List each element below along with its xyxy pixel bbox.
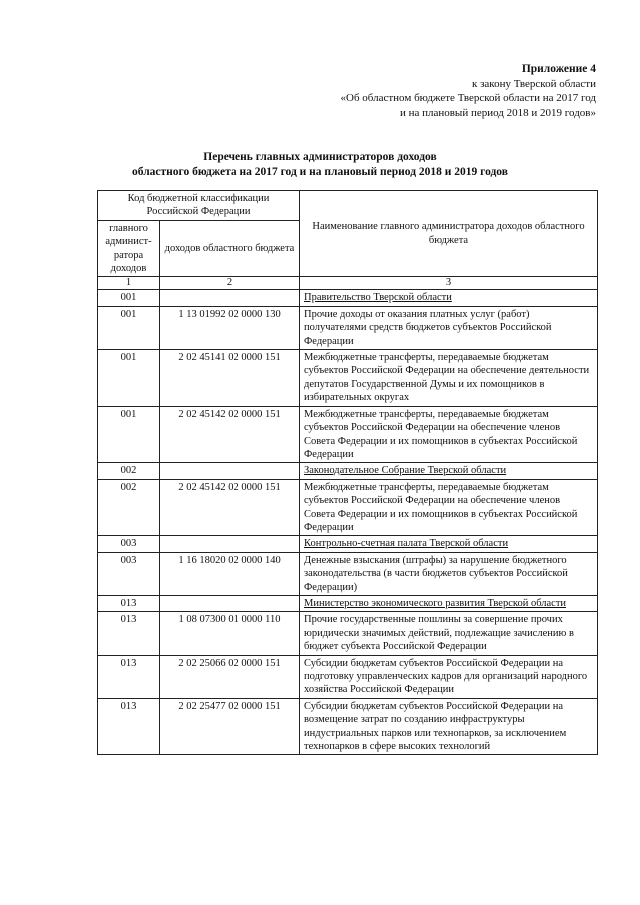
admin-code-cell: 013 <box>98 698 160 755</box>
annex-line-1: к закону Тверской области <box>471 77 596 90</box>
administrator-name-cell: Министерство экономического развития Тверской области <box>300 595 598 611</box>
income-code-cell: 2 02 45141 02 0000 151 <box>160 350 300 407</box>
admin-code-cell: 001 <box>98 290 160 306</box>
header-income-column: доходов областного бюджета <box>160 220 300 277</box>
admin-code-cell: 013 <box>98 595 160 611</box>
table-row <box>98 655 598 698</box>
administrator-name-cell: Правительство Тверской области <box>300 290 598 306</box>
column-number: 1 <box>98 277 160 290</box>
table-group-row <box>98 595 598 611</box>
income-name-cell: Межбюджетные трансферты, передаваемые бюджетам субъектов Российской Федерации на обеспечение деятельности депутатов Государственной Думы и их помощников в избирательных округах <box>300 350 598 407</box>
income-code-cell: 2 02 25066 02 0000 151 <box>160 655 300 698</box>
income-code-cell <box>160 595 300 611</box>
income-name-cell: Прочие доходы от оказания платных услуг (работ) получателями средств бюджетов субъектов Российской Федерации <box>300 306 598 349</box>
heading-line-2: областного бюджета на 2017 год и на плановый период 2018 и 2019 годов <box>131 166 508 178</box>
table-row <box>98 406 598 463</box>
income-code-cell: 2 02 45142 02 0000 151 <box>160 479 300 536</box>
admin-code-cell: 003 <box>98 536 160 552</box>
column-number: 2 <box>160 277 300 290</box>
table-group-row <box>98 463 598 479</box>
administrator-name-cell: Контрольно-счетная палата Тверской области <box>300 536 598 552</box>
table-row <box>98 552 598 595</box>
income-code-cell: 1 13 01992 02 0000 130 <box>160 306 300 349</box>
admin-code-cell: 013 <box>98 655 160 698</box>
admin-code-cell: 013 <box>98 612 160 655</box>
admin-code-cell: 002 <box>98 463 160 479</box>
annex-line-3: и на плановый период 2018 и 2019 годов» <box>399 106 596 119</box>
table-row <box>98 479 598 536</box>
income-name-cell: Межбюджетные трансферты, передаваемые бюджетам субъектов Российской Федерации на обеспечение членов Совета Федерации и их помощников в субъектах Российской Федерации <box>300 479 598 536</box>
income-code-cell <box>160 290 300 306</box>
administrators-table <box>97 190 598 755</box>
document-heading <box>0 150 640 180</box>
income-code-cell: 1 16 18020 02 0000 140 <box>160 552 300 595</box>
table-row <box>98 612 598 655</box>
admin-code-cell: 003 <box>98 552 160 595</box>
header-admin-column: главного админист-ратора доходов <box>98 220 160 277</box>
income-code-cell: 2 02 45142 02 0000 151 <box>160 406 300 463</box>
income-name-cell: Прочие государственные пошлины за совершение прочих юридически значимых действий, подлежащие зачислению в бюджет субъекта Российской Федерации <box>300 612 598 655</box>
table-group-row <box>98 536 598 552</box>
annex-title: Приложение 4 <box>521 63 596 75</box>
income-code-cell: 1 08 07300 01 0000 110 <box>160 612 300 655</box>
income-name-cell: Субсидии бюджетам субъектов Российской Федерации на подготовку управленческих кадров для организаций народного хозяйства Российской Федерации <box>300 655 598 698</box>
admin-code-cell: 002 <box>98 479 160 536</box>
header-name-column: Наименование главного администратора доходов областного бюджета <box>300 191 598 277</box>
income-code-cell: 2 02 25477 02 0000 151 <box>160 698 300 755</box>
income-name-cell: Межбюджетные трансферты, передаваемые бюджетам субъектов Российской Федерации на обеспечение членов Совета Федерации и их помощников в субъектах Российской Федерации <box>300 406 598 463</box>
table-row <box>98 306 598 349</box>
income-code-cell <box>160 463 300 479</box>
income-name-cell: Денежные взыскания (штрафы) за нарушение бюджетного законодательства (в части бюджетов субъектов Российской Федерации) <box>300 552 598 595</box>
admin-code-cell: 001 <box>98 350 160 407</box>
income-name-cell: Субсидии бюджетам субъектов Российской Федерации на возмещение затрат по созданию инфраструктуры индустриальных парков или технопарков, за исключением технопарков в сфере высоких технологий <box>300 698 598 755</box>
heading-line-1: Перечень главных администраторов доходов <box>203 151 437 163</box>
table-row <box>98 350 598 407</box>
admin-code-cell: 001 <box>98 306 160 349</box>
administrator-name-cell: Законодательное Собрание Тверской области <box>300 463 598 479</box>
column-number: 3 <box>300 277 598 290</box>
table-group-row <box>98 290 598 306</box>
table-row <box>98 698 598 755</box>
income-code-cell <box>160 536 300 552</box>
admin-code-cell: 001 <box>98 406 160 463</box>
header-code-group: Код бюджетной классификации Российской Федерации <box>98 191 300 221</box>
annex-block <box>341 62 597 120</box>
annex-line-2: «Об областном бюджете Тверской области на 2017 год <box>340 92 596 104</box>
